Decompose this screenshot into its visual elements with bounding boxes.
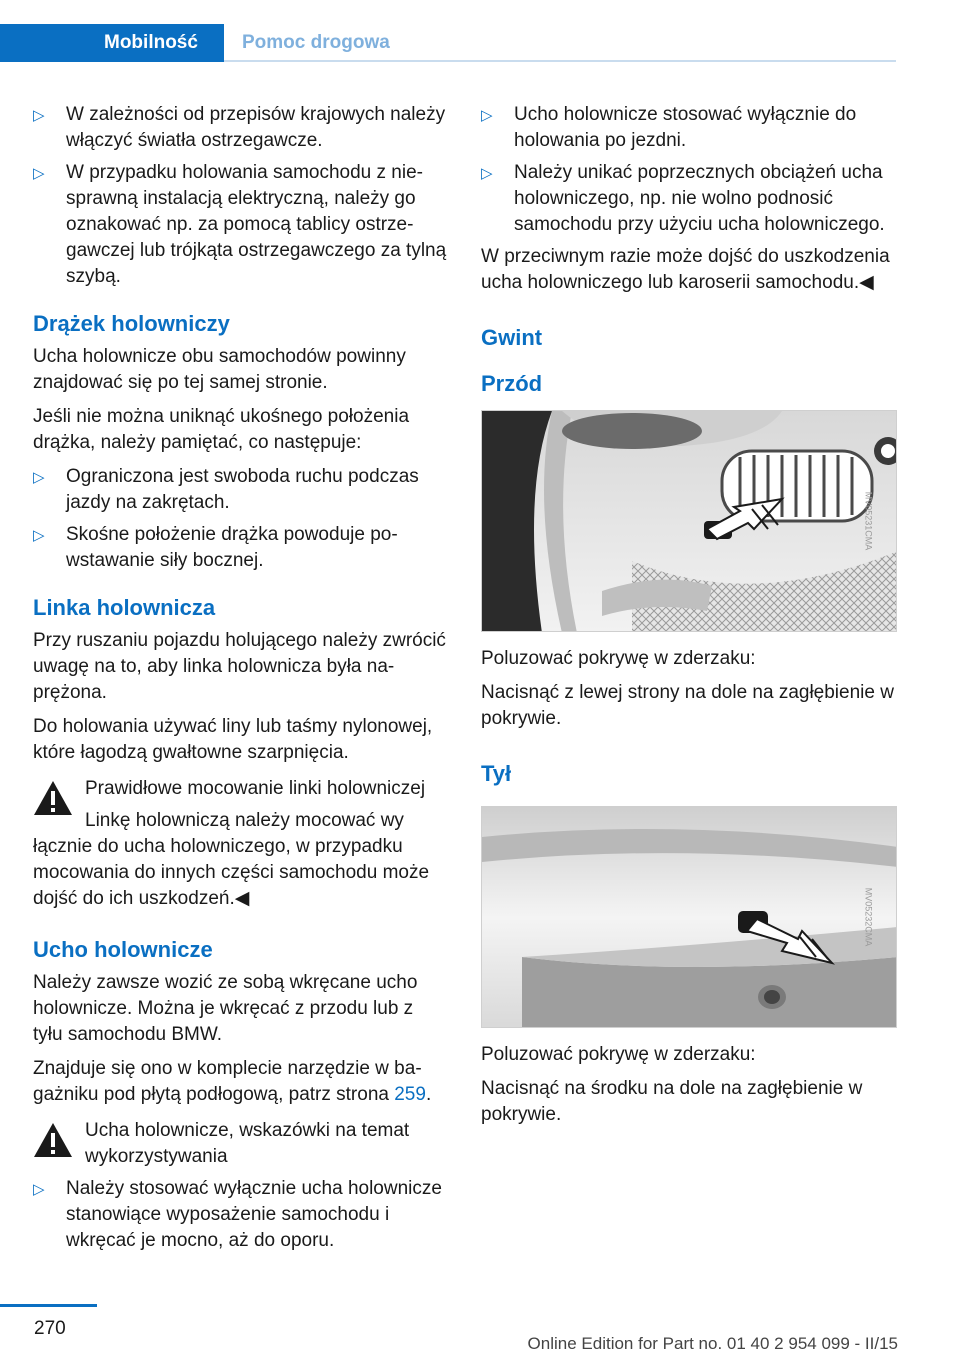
front-bumper-image (481, 410, 897, 632)
triangle-bullet-icon: ▷ (481, 165, 493, 182)
heading-drazek: Drążek holowniczy (33, 311, 230, 336)
paragraph: Jeśli nie można uniknąć ukośnego położenia drążka, należy pamiętać, co następuje: (33, 406, 410, 453)
heading-gwint: Gwint (481, 325, 543, 350)
rear-bumper-image (481, 806, 897, 1028)
list-item: ▷ W zależności od przepisów krajowych należy włączyć światła ostrzegawcze. (33, 104, 446, 151)
paragraph: Należy zawsze wozić ze sobą wkręcane ucho holownicze. Można je wkręcać z przodu lub z tyłu samochodu BMW. (33, 972, 418, 1045)
warning-box (33, 1118, 447, 1170)
tab-mobilnosc[interactable]: Mobilność (0, 24, 224, 62)
triangle-bullet-icon: ▷ (33, 107, 45, 124)
triangle-bullet-icon: ▷ (33, 165, 45, 182)
figure-code: MV05231CMA (863, 491, 874, 551)
paragraph: Poluzować pokrywę w zderzaku: (481, 1044, 756, 1065)
warning-title: Prawidłowe mocowanie linki holowniczej (85, 778, 426, 799)
paragraph: Ucha holownicze obu samochodów powinny znajdować się po tej samej stronie. (33, 346, 406, 393)
header-divider (224, 60, 896, 62)
list-item: ▷ Należy stosować wyłącznie ucha holownicze stanowiące wyposażenie samochodu i wkręcać je mocno, aż do oporu. (33, 1178, 442, 1251)
triangle-bullet-icon: ▷ (33, 469, 45, 486)
paragraph: Nacisnąć z lewej strony na dole na zagłębienie w pokrywie. (481, 682, 894, 729)
heading-tyl: Tył (481, 761, 512, 786)
paragraph: Poluzować pokrywę w zderzaku: (481, 648, 756, 669)
paragraph: Przy ruszaniu pojazdu holującego należy zwrócić uwagę na to, aby linka holownicza była naprężona. (33, 630, 446, 703)
paragraph: Nacisnąć na środku na dole na zagłębienie w pokrywie. (481, 1078, 863, 1125)
warning-text: łącznie do ucha holowniczego, w przypadku mocowania do innych części samochodu może dojść do ich uszkodzeń.◀ (33, 836, 430, 909)
warning-triangle-icon (33, 1122, 73, 1158)
warning-text-start: Linkę holowniczą należy mocować wy (85, 810, 404, 831)
list-item: ▷ Skośne położenie drążka powoduje powstawanie siły bocznej. (33, 524, 398, 571)
warning-box (33, 776, 447, 912)
paragraph: Do holowania używać liny lub taśmy nylonowej, które łagodzą gwałtowne szarpnięcia. (33, 716, 433, 763)
list-item: ▷ W przypadku holowania samochodu z niesprawną instalacją elektryczną, należy go oznakować np. za pomocą tablicy ostrzegawczej lub trójkąta ostrzegawczego za tylną szybą. (33, 162, 447, 287)
page-number: 270 (34, 1318, 66, 1339)
tab-pomoc-drogowa[interactable]: Pomoc drogowa (242, 32, 390, 53)
figure-code: MV05232CMA (863, 887, 874, 947)
paragraph: W przeciwnym razie może dojść do uszkodzenia ucha holowniczego lub karoserii samochodu.◀ (481, 246, 890, 293)
triangle-bullet-icon: ▷ (33, 1181, 45, 1198)
heading-ucho: Ucho holownicze (33, 937, 213, 962)
footer-edition: Online Edition for Part no. 01 40 2 954 099 - II/15 (527, 1334, 898, 1353)
page-link[interactable]: 259 (394, 1084, 426, 1105)
right-column (481, 102, 901, 1136)
rear-bumper-illustration (482, 807, 897, 1028)
triangle-bullet-icon: ▷ (33, 527, 45, 544)
paragraph: Znajduje się ono w komplecie narzędzie w bagażniku pod płytą podłogową, patrz strona 259. (33, 1058, 432, 1105)
warning-title: Ucha holownicze, wskazówki na temat wykorzystywania (85, 1120, 410, 1167)
list-item: ▷ Należy unikać poprzecznych obciążeń ucha holowniczego, np. nie wolno podnosić samochodu przy użyciu ucha holowniczego. (481, 162, 885, 235)
front-bumper-illustration (482, 411, 897, 632)
left-column (33, 102, 447, 1260)
heading-linka: Linka holownicza (33, 595, 216, 620)
warning-triangle-icon (33, 780, 73, 816)
header-tabs (0, 24, 408, 62)
list-item: ▷ Ograniczona jest swoboda ruchu podczas jazdy na zakrętach. (33, 466, 419, 513)
heading-przod: Przód (481, 371, 543, 396)
list-item: ▷ Ucho holownicze stosować wyłącznie do holowania po jezdni. (481, 104, 857, 151)
triangle-bullet-icon: ▷ (481, 107, 493, 124)
page-number-rule (0, 1304, 97, 1307)
